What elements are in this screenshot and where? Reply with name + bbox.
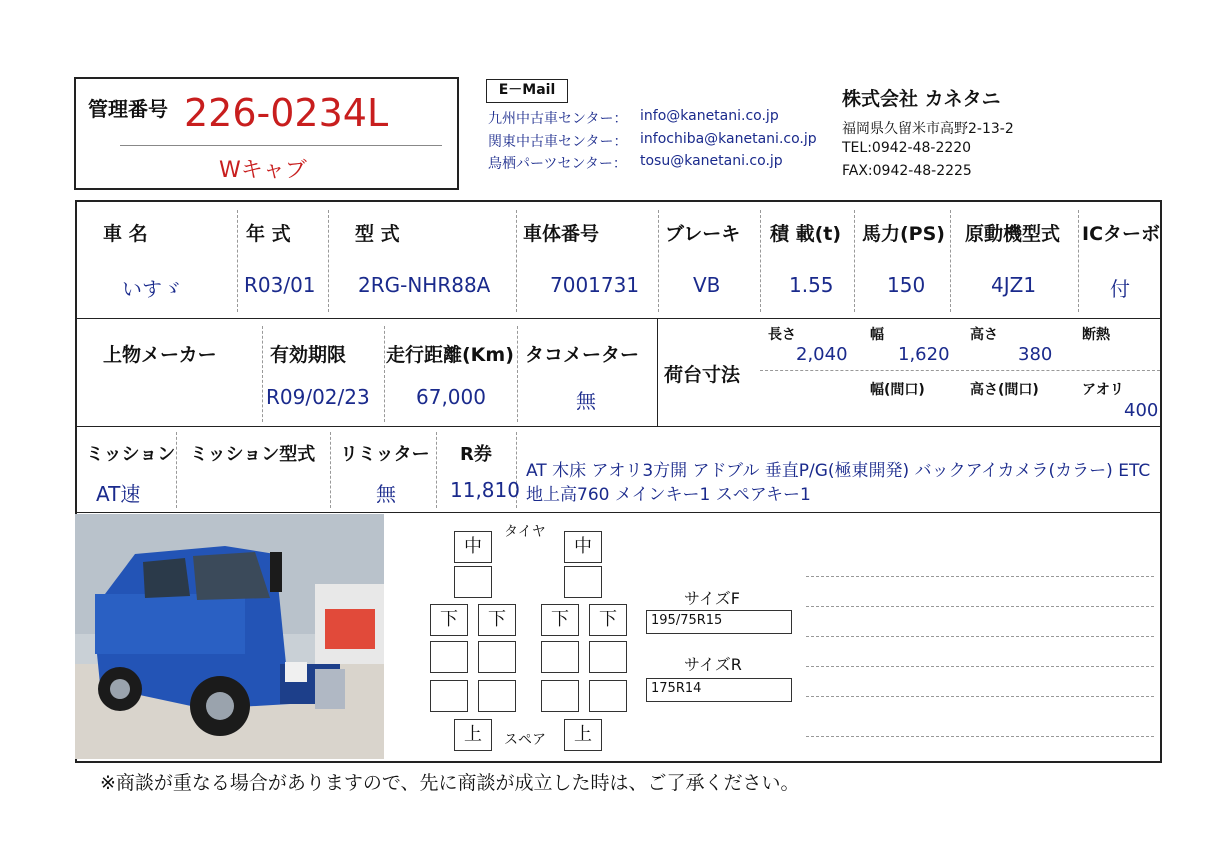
header-transmission-type: ミッション型式 — [190, 444, 316, 465]
value-transmission: AT速 — [96, 482, 141, 506]
note-line — [806, 576, 1154, 577]
header-tachometer: タコメーター — [525, 344, 640, 366]
tire-rear-slot — [589, 641, 627, 673]
sep — [517, 326, 518, 422]
tire-rear-slot — [541, 680, 579, 712]
sep — [516, 210, 517, 312]
tire-spare-left: 上 — [454, 719, 492, 751]
email-center-kyushu: 九州中古車センター： — [488, 111, 628, 127]
row-divider-2 — [75, 426, 1162, 427]
dim-height-value: 380 — [1018, 344, 1053, 365]
sep — [237, 210, 238, 312]
tire-front-left-empty — [454, 566, 492, 598]
body-type: Wキャブ — [219, 158, 307, 183]
tire-rear-slot — [541, 641, 579, 673]
sep — [854, 210, 855, 312]
tire-rear-right-inner-lower: 下 — [541, 604, 579, 636]
value-chassis: 7001731 — [550, 273, 640, 297]
value-horsepower: 150 — [887, 273, 926, 297]
header-year: 年 式 — [246, 223, 291, 245]
value-engine: 4JZ1 — [991, 273, 1037, 297]
vehicle-photo — [75, 514, 384, 759]
sep — [328, 210, 329, 312]
header-ic-turbo: ICターボ — [1082, 223, 1161, 245]
email-center-kanto: 関東中古車センター： — [488, 134, 628, 150]
email-label-box: E－Mail — [486, 79, 568, 103]
note-line — [806, 606, 1154, 607]
header-mileage: 走行距離(Km) — [386, 344, 514, 366]
value-ic-turbo: 付 — [1110, 277, 1130, 301]
dim-aori-label: アオリ — [1082, 382, 1124, 398]
value-mileage: 67,000 — [416, 385, 486, 409]
row-divider-1 — [75, 318, 1162, 319]
sep — [384, 326, 385, 422]
email-center-tosu: 鳥栖パーツセンター： — [488, 156, 627, 172]
email-address-tosu[interactable]: tosu@kanetani.co.jp — [640, 153, 783, 169]
header-body-maker: 上物メーカー — [103, 344, 217, 366]
management-divider — [120, 145, 442, 146]
header-expiry: 有効期限 — [270, 344, 347, 366]
value-tachometer: 無 — [576, 389, 596, 413]
spare-label: スペア — [504, 732, 546, 748]
value-year: R03/01 — [244, 273, 316, 297]
tire-rear-left-outer-lower: 下 — [430, 604, 468, 636]
tire-rear-slot — [478, 641, 516, 673]
value-model: 2RG-NHR88A — [358, 273, 491, 297]
tire-rear-slot — [478, 680, 516, 712]
header-transmission: ミッション — [86, 444, 176, 465]
management-box — [74, 77, 459, 190]
sep — [1078, 210, 1079, 312]
tire-rear-slot — [430, 641, 468, 673]
size-f-field: 195/75R15 — [646, 610, 792, 634]
header-engine: 原動機型式 — [965, 223, 1061, 245]
company-tel: TEL:0942-48-2220 — [842, 140, 972, 156]
note-line — [806, 666, 1154, 667]
sep — [262, 326, 263, 422]
dim-length-label: 長さ — [768, 327, 796, 343]
equipment-line-2: 地上高760 メインキー1 スペアキー1 — [526, 485, 811, 505]
header-horsepower: 馬力(PS) — [862, 223, 945, 245]
truck-image — [75, 514, 384, 759]
note-line — [806, 636, 1154, 637]
value-expiry: R09/02/23 — [266, 385, 370, 409]
tire-rear-left-inner-lower: 下 — [478, 604, 516, 636]
value-r-ticket: 11,810 — [450, 478, 520, 502]
tire-spare-right: 上 — [564, 719, 602, 751]
equipment-line-1: AT 木床 アオリ3方開 アドブル 垂直P/G(極東開発) バックアイカメラ(カラー) ETC — [526, 461, 1151, 481]
tire-rear-right-outer-lower: 下 — [589, 604, 627, 636]
dim-width-opening-label: 幅(間口) — [870, 382, 925, 398]
dim-aori-value: 400 — [1124, 400, 1159, 421]
management-number: 226-0234L — [184, 91, 389, 135]
header-limiter: リミッター — [340, 444, 430, 465]
tire-front-right-middle: 中 — [564, 531, 602, 563]
dim-insulation-label: 断熱 — [1082, 327, 1110, 343]
dim-width-value: 1,620 — [898, 344, 950, 365]
header-r-ticket: R券 — [460, 444, 492, 465]
value-car-name: いすゞ — [122, 277, 182, 301]
header-model: 型 式 — [355, 223, 400, 245]
header-brake: ブレーキ — [665, 223, 741, 245]
cargo-dimensions-label: 荷台寸法 — [664, 364, 741, 386]
sep — [658, 210, 659, 312]
company-name: 株式会社 カネタニ — [842, 88, 1001, 110]
dim-height-opening-label: 高さ(間口) — [970, 382, 1039, 398]
size-f-label: サイズF — [684, 589, 740, 608]
email-address-kanto[interactable]: infochiba@kanetani.co.jp — [640, 131, 817, 147]
row-divider-3 — [75, 512, 1162, 513]
dim-length-value: 2,040 — [796, 344, 848, 365]
value-limiter: 無 — [376, 482, 396, 506]
dim-width-label: 幅 — [870, 327, 884, 343]
dim-height-label: 高さ — [970, 327, 998, 343]
tire-rear-slot — [430, 680, 468, 712]
header-car-name: 車 名 — [103, 223, 148, 245]
value-brake: VB — [693, 273, 721, 297]
note-line — [806, 696, 1154, 697]
sep — [330, 432, 331, 508]
tire-rear-slot — [589, 680, 627, 712]
email-address-kyushu[interactable]: info@kanetani.co.jp — [640, 108, 779, 124]
note-line — [806, 736, 1154, 737]
company-fax: FAX:0942-48-2225 — [842, 163, 972, 179]
management-label: 管理番号 — [88, 97, 168, 121]
sep — [760, 210, 761, 312]
size-r-field: 175R14 — [646, 678, 792, 702]
header-load: 積 載(t) — [770, 223, 842, 245]
company-address: 福岡県久留米市高野2-13-2 — [842, 121, 1014, 137]
header-chassis: 車体番号 — [523, 223, 600, 245]
sep — [176, 432, 177, 508]
value-load: 1.55 — [789, 273, 834, 297]
tire-front-right-empty — [564, 566, 602, 598]
cargo-section-border — [657, 318, 658, 426]
sep — [950, 210, 951, 312]
sep — [760, 370, 1160, 371]
size-r-label: サイズR — [684, 655, 742, 674]
tire-front-left-middle: 中 — [454, 531, 492, 563]
sep — [436, 432, 437, 508]
footer-note: ※商談が重なる場合がありますので、先に商談が成立した時は、ご了承ください。 — [100, 772, 800, 794]
tire-label: タイヤ — [504, 524, 546, 540]
